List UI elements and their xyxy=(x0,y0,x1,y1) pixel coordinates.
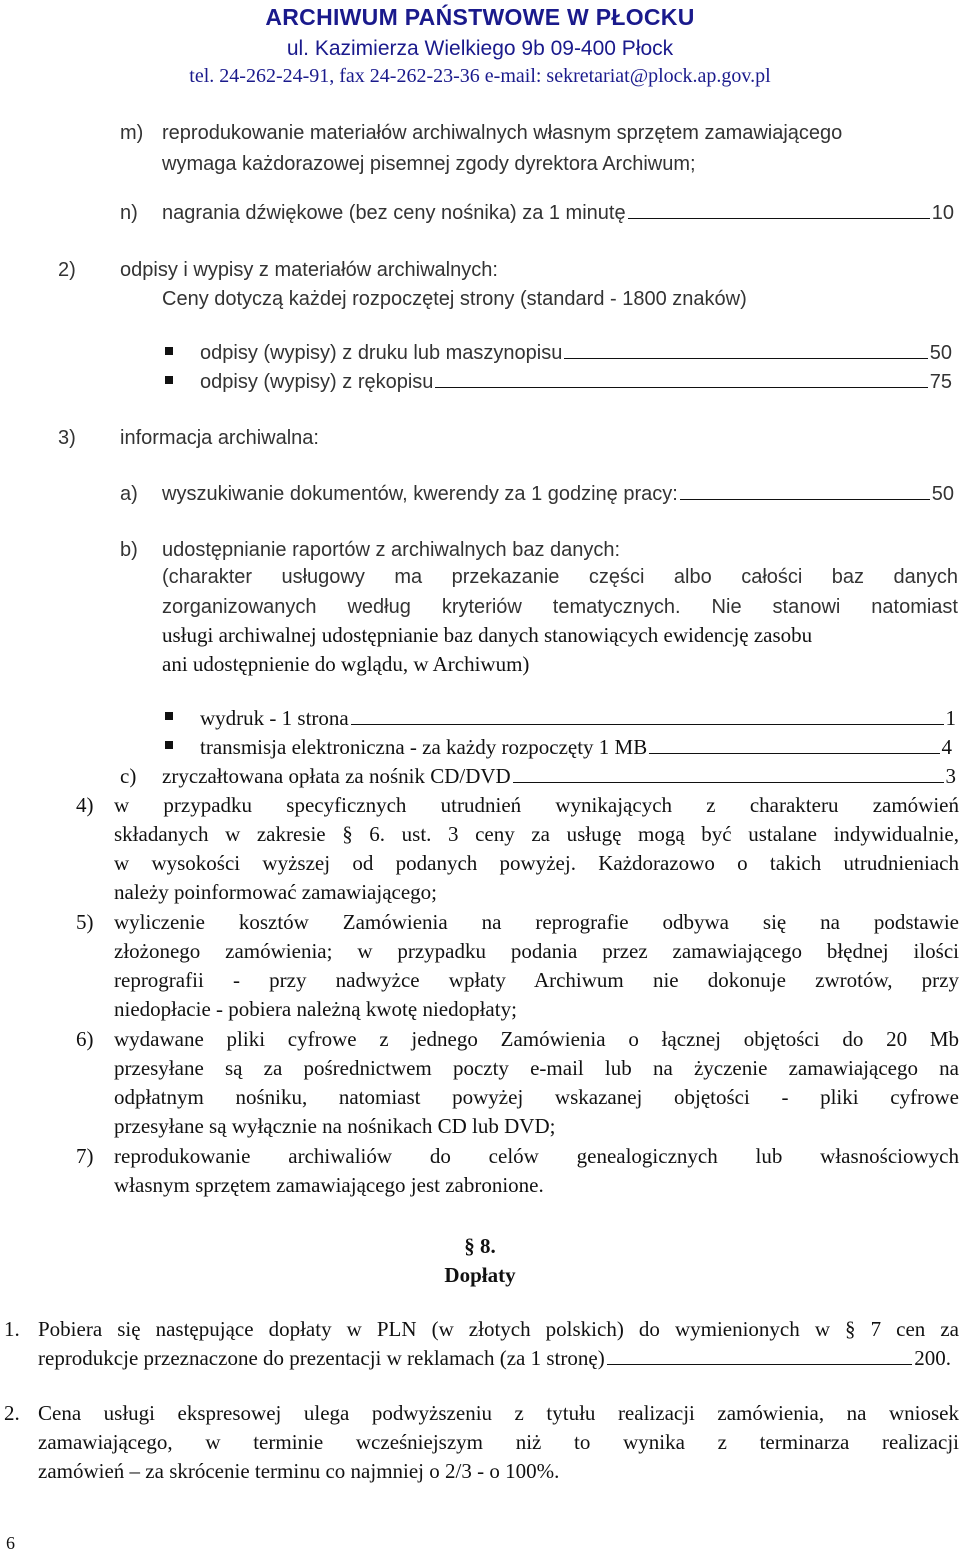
item-2-bullet xyxy=(200,368,952,397)
leader-line xyxy=(628,200,930,219)
bullet-text: odpisy (wypisy) z druku lub maszynopisu xyxy=(200,342,563,364)
point-2-line: zamawiającego, w terminie wcześniejszym niż to wynika z terminarza realizacji xyxy=(38,1430,959,1454)
item-3b-line-text: zorganizowanych według kryteriów tematycznych. Nie stanowi natomiast xyxy=(162,596,958,618)
leader-line xyxy=(564,340,927,359)
point-2-line: zamówień – za skrócenie terminu co najmniej o 2/3 - o 100%. xyxy=(38,1459,560,1483)
bullet-square-icon xyxy=(165,347,173,355)
item-4-line: składanych w zakresie § 6. ust. 3 ceny za usługę mogą być ustalane indywidualnie, xyxy=(114,822,959,846)
bullet-square-icon xyxy=(165,741,173,749)
leader-line xyxy=(649,735,939,754)
item-2-label: 2) xyxy=(58,259,76,281)
item-5-line: reprografii - przy nadwyżce wpłaty Archiwum nie dokonuje zwrotów, przy xyxy=(114,968,959,992)
item-m-label: m) xyxy=(120,122,144,144)
item-6-label: 6) xyxy=(76,1027,94,1051)
page-number: 6 xyxy=(6,1533,15,1553)
item-2-line: odpisy i wypisy z materiałów archiwalnych: xyxy=(120,259,498,281)
item-7-line: reprodukowanie archiwaliów do celów genealogicznych lub własnościowych xyxy=(114,1144,959,1168)
point-2-line: Cena usługi ekspresowej ulega podwyższeniu z tytułu realizacji zamówienia, na wniosek xyxy=(38,1401,959,1425)
item-3a-price: 50 xyxy=(931,483,954,505)
bullet-text: odpisy (wypisy) z rękopisu xyxy=(200,371,434,393)
item-5-line: niedopłacie - pobiera należną kwotę niedopłaty; xyxy=(114,997,517,1021)
item-3b-line: ani udostępnienie do wglądu, w Archiwum) xyxy=(162,652,530,676)
point-1-price-line xyxy=(38,1344,951,1373)
bullet-text: transmisja elektroniczna - za każdy rozpoczęty 1 MB xyxy=(200,735,648,759)
item-3c-label: c) xyxy=(120,764,137,788)
bullet-price: 1 xyxy=(945,706,956,730)
item-3b-line: udostępnianie raportów z archiwalnych baz danych: xyxy=(162,539,621,561)
item-3-text: informacja archiwalna: xyxy=(120,427,319,449)
item-5-line: wyliczenie kosztów Zamówienia na reprografie odbywa się na podstawie xyxy=(114,910,959,934)
item-3c-price: 3 xyxy=(945,764,956,788)
leader-line xyxy=(513,764,944,783)
bullet-price: 4 xyxy=(941,735,952,759)
bullet-square-icon xyxy=(165,376,173,384)
item-m-line: wymaga każdorazowej pisemnej zgody dyrektora Archiwum; xyxy=(162,153,696,175)
bullet-price: 75 xyxy=(929,371,952,393)
bullet-text: wydruk - 1 strona xyxy=(200,706,349,730)
archive-name: ARCHIWUM PAŃSTWOWE W PŁOCKU xyxy=(265,4,695,30)
leader-line xyxy=(607,1346,913,1365)
item-m-line: reprodukowanie materiałów archiwalnych własnym sprzętem zamawiającego xyxy=(162,122,843,144)
item-3c-text: zryczałtowana opłata za nośnik CD/DVD xyxy=(162,764,511,788)
item-n-text: nagrania dźwiękowe (bez ceny nośnika) za 1 minutę xyxy=(162,202,626,224)
item-2-bullet xyxy=(200,339,952,368)
item-7-label: 7) xyxy=(76,1144,94,1168)
item-3b-line xyxy=(162,592,958,622)
item-3a-label: a) xyxy=(120,483,138,505)
item-5-line: złożonego zamówienia; w przypadku podania przez zamawiającego błędnej ilości xyxy=(114,939,959,963)
point-2-label: 2. xyxy=(4,1401,20,1425)
item-3b-bullet xyxy=(200,733,952,762)
section-number: § 8. xyxy=(464,1234,496,1258)
leader-line xyxy=(351,706,944,725)
bullet-square-icon xyxy=(165,712,173,720)
item-4-label: 4) xyxy=(76,793,94,817)
item-4-line: należy poinformować zamawiającego; xyxy=(114,880,438,904)
archive-contact: tel. 24-262-24-91, fax 24-262-23-36 e-mail: sekretariat@plock.ap.gov.pl xyxy=(189,65,771,87)
item-3c-price-line xyxy=(162,762,956,791)
item-7-line: własnym sprzętem zamawiającego jest zabronione. xyxy=(114,1173,544,1197)
leader-line xyxy=(680,481,930,500)
section-title: Dopłaty xyxy=(444,1263,516,1287)
item-2-line: Ceny dotyczą każdej rozpoczętej strony (standard - 1800 znaków) xyxy=(162,288,747,310)
item-n-price: 10 xyxy=(931,202,954,224)
point-1-text: reprodukcje przeznaczone do prezentacji w reklamach (za 1 stronę) xyxy=(38,1346,605,1370)
point-1-label: 1. xyxy=(4,1317,20,1341)
item-n-price-line xyxy=(162,199,954,228)
item-3b-label: b) xyxy=(120,539,138,561)
item-3a-price-line xyxy=(162,480,954,509)
point-1-line: Pobiera się następujące dopłaty w PLN (w złotych polskich) do wymienionych w § 7 cen za xyxy=(38,1317,959,1341)
item-5-label: 5) xyxy=(76,910,94,934)
item-3b-bullet xyxy=(200,704,956,733)
item-6-line: wydawane pliki cyfrowe z jednego Zamówienia o łącznej objętości do 20 Mb xyxy=(114,1027,959,1051)
item-3b-line: (charakter usługowy ma przekazanie części albo całości baz danych xyxy=(162,566,958,588)
item-3-label: 3) xyxy=(58,427,76,449)
point-1-price: 200. xyxy=(914,1346,951,1370)
item-3a-text: wyszukiwanie dokumentów, kwerendy za 1 godzinę pracy: xyxy=(162,483,678,505)
item-n-label: n) xyxy=(120,202,138,224)
leader-line xyxy=(435,369,927,388)
item-4-line: w przypadku specyficznych utrudnień wynikających z charakteru zamówień xyxy=(114,793,959,817)
item-6-line: przesyłane są wyłącznie na nośnikach CD lub DVD; xyxy=(114,1114,556,1138)
item-6-line: odpłatnym nośniku, natomiast powyżej wskazanej objętości - pliki cyfrowe xyxy=(114,1085,959,1109)
bullet-price: 50 xyxy=(929,342,952,364)
item-3b-line: usługi archiwalnej udostępnianie baz danych stanowiących ewidencję zasobu xyxy=(162,623,813,647)
item-4-line: w wysokości wyższej od podanych powyżej. Każdorazowo o takich utrudnieniach xyxy=(114,851,959,875)
archive-address: ul. Kazimierza Wielkiego 9b 09-400 Płock xyxy=(286,37,674,60)
item-6-line: przesyłane są za pośrednictwem poczty e-mail lub na życzenie zamawiającego na xyxy=(114,1056,959,1080)
